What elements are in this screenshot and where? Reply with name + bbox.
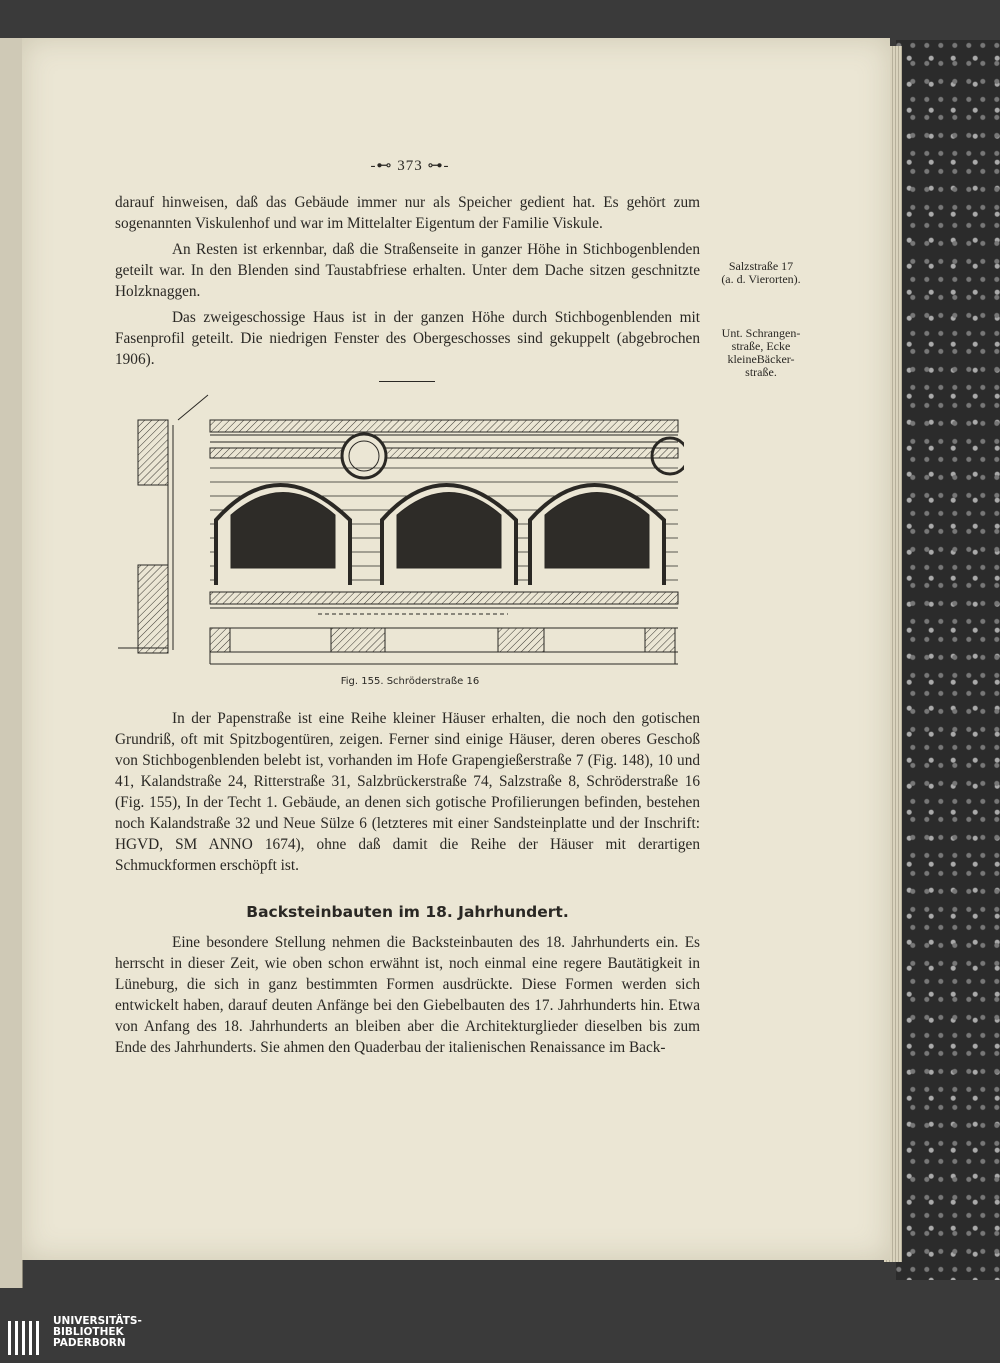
page-number: -⊷ 373 ⊶-	[370, 158, 450, 174]
library-name-line: BIBLIOTHEK	[53, 1326, 124, 1338]
margin-note-schrangenstrasse	[706, 327, 816, 379]
margin-note-line: straße, Ecke	[731, 339, 791, 353]
left-page-edge	[0, 38, 23, 1288]
margin-note-line: straße.	[745, 365, 777, 379]
margin-note-line: Salzstraße 17	[728, 259, 794, 273]
text-block-bottom	[115, 932, 700, 1058]
page-number-value: 373	[397, 158, 423, 174]
text-block-middle	[115, 708, 700, 876]
paragraph-2: An Resten ist erkennbar, daß die Straßenseite in ganzer Höhe in Stichbogenblenden geteilt war. In den Blenden sind Taustabfriese erhalten. Unter dem Dache sitzen geschnitzte Holzknaggen.	[115, 241, 700, 300]
paragraph-5: Eine besondere Stellung nehmen die Backsteinbauten des 18. Jahrhunderts ein. Es herrscht in dieser Zeit, wie oben schon erwähnt ist, noch einmal eine regere Bautätigkeit in Lüneburg, die sich in ganz bestimmten Formen ausdrückte. Diese Formen werden sich entwickelt haben, darauf deuten Anfänge bei den Giebelbauten des 17. Jahrhunderts hin. Etwa von Anfang des 18. Jahrhunderts an bleiben aber die Architekturglieder dieselben bis zum Ende des Jahrhunderts. Sie ahmen den Quaderbau der italienischen Renaissance im Back-	[115, 934, 700, 1056]
margin-note-line: (a. d. Vierorten).	[721, 272, 801, 286]
library-name	[53, 1316, 142, 1349]
figure-facade-drawing	[118, 390, 684, 668]
paragraph-3: Das zweigeschossige Haus ist in der ganzen Höhe durch Stichbogenblenden mit Fasenprofil geteilt. Die niedrigen Fenster des Obergeschosses sind gekuppelt (abgebrochen 1906).	[115, 309, 700, 368]
paragraph-4: In der Papenstraße ist eine Reihe kleiner Häuser erhalten, die noch den gotischen Grundriß, oft mit Spitzbogentüren, zeigen. Ferner sind einige Häuser, deren oberes Geschoß von Stichbogenblenden belebt ist, vorhanden im Hofe Grapengießerstraße 7 (Fig. 148), 10 und 41, Kalandstraße 24, Ritterstraße 31, Salzbrückerstraße 74, Salzstraße 8, Schröderstraße 16 (Fig. 155), In der Techt 1. Gebäude, an denen sich gotische Profilierungen befinden, bestehen noch Kalandstraße 32 und Neue Sülze 6 (letzteres mit einer Sandsteinplatte und der Inschrift: HGVD, SM ANNO 1674), ohne daß damit die Reihe der Häuser mit derartigen Schmuckformen erschöpft ist.	[115, 710, 700, 874]
library-logo-icon	[6, 1317, 46, 1359]
cornice	[210, 420, 684, 478]
base-band	[210, 592, 678, 614]
short-rule	[379, 381, 435, 382]
book-cover-marbled	[896, 40, 1000, 1280]
figure-caption: Fig. 155. Schröderstraße 16	[340, 676, 480, 687]
library-name-line: UNIVERSITÄTS-	[53, 1315, 142, 1327]
paragraph-1: darauf hinweisen, daß das Gebäude immer nur als Speicher gedient hat. Es gehört zum sogenannten Viskulenhof und war im Mittelalter Eigentum der Familie Viskule.	[115, 194, 700, 232]
library-name-line: PADERBORN	[53, 1337, 126, 1349]
blind-arches	[216, 485, 664, 585]
section-profile	[118, 395, 208, 653]
margin-note-salzstrasse	[706, 260, 816, 286]
margin-note-line: Unt. Schrangen-	[721, 326, 801, 340]
margin-note-line: kleineBäcker-	[727, 352, 795, 366]
ground-plan	[210, 628, 678, 664]
text-block-top	[115, 192, 700, 370]
section-heading: Backsteinbauten im 18. Jahrhundert.	[246, 903, 569, 921]
library-footer-bar	[0, 1312, 1000, 1363]
